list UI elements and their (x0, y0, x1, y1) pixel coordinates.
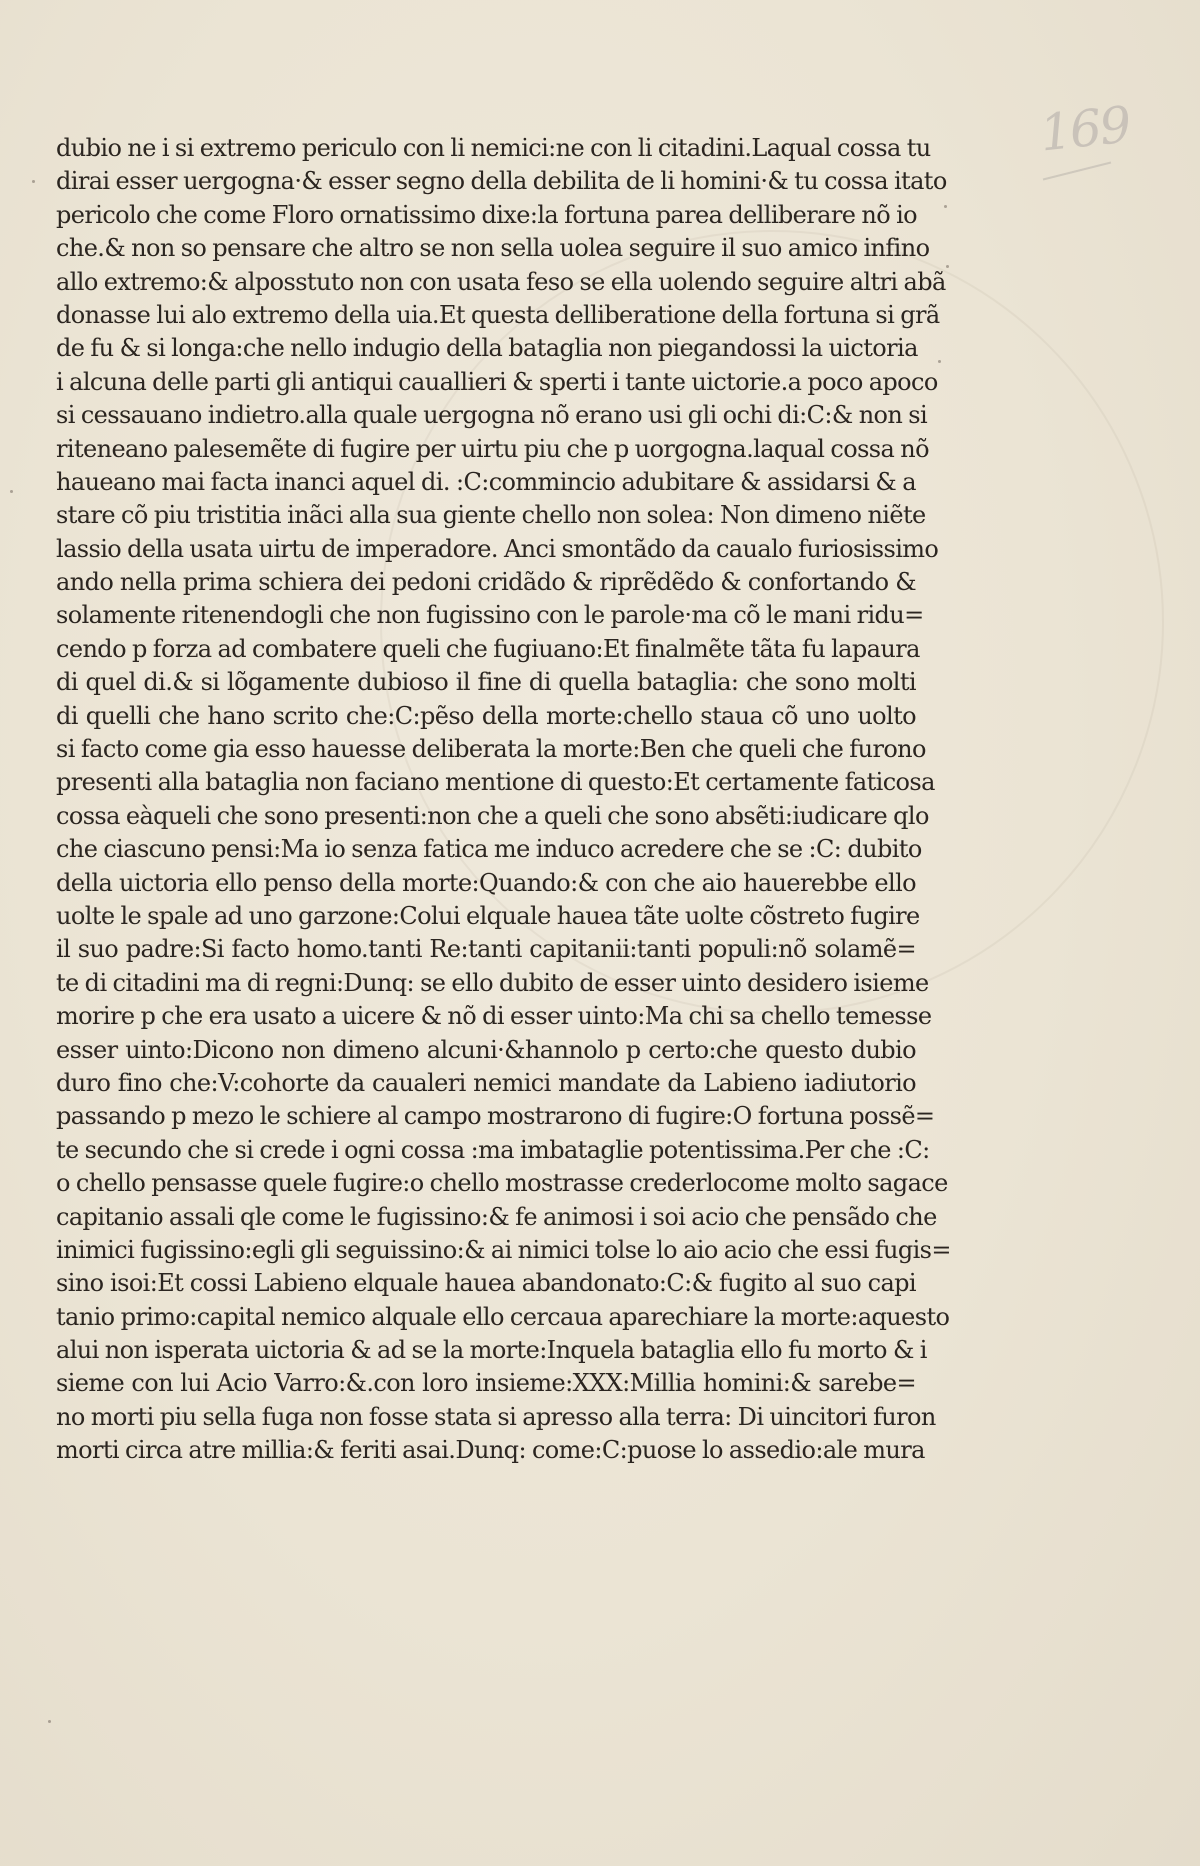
text-line (56, 1167, 948, 1200)
folio-underline (1043, 162, 1111, 181)
text-line (56, 1234, 951, 1267)
text-line-content: ando nella prima schiera dei pedoni cridãdo & riprẽdẽdo & confortando & (56, 568, 916, 597)
text-line (56, 666, 916, 699)
text-line-content: stare cõ piu tristitia inãci alla sua giente chello non solea: Non dimeno niẽte (56, 501, 926, 530)
text-line-content: di quel di.& si lõgamente dubioso il fine di quella bataglia: che sono molti (56, 668, 916, 697)
text-line-content: i alcuna delle parti gli antiqui cauallieri & sperti i tante uictorie.a poco apoco (56, 367, 938, 396)
ink-speck (10, 490, 13, 493)
text-line (56, 165, 947, 198)
folio-number: 169 (1037, 95, 1133, 163)
text-line-content: tanio primo:capital nemico alquale ello cercaua aparechiare la morte:aquesto (56, 1302, 950, 1331)
text-line (56, 967, 929, 1000)
text-line (56, 867, 916, 900)
text-line (56, 499, 926, 532)
text-line-content: uolte le spale ad uno garzone:Colui elquale hauea tãte uolte cõstreto fugire (56, 901, 920, 930)
text-line (56, 299, 940, 332)
text-line (56, 1100, 935, 1133)
text-line (56, 1267, 916, 1300)
text-line (56, 766, 935, 799)
text-line-content: o chello pensasse quele fugire:o chello mostrasse crederlocome molto sagace (56, 1169, 948, 1198)
text-line (56, 1434, 925, 1467)
text-line-content: inimici fugissino:egli gli seguissino:& ai nimici tolse lo aio acio che essi fugis= (56, 1235, 951, 1264)
text-line-content: presenti alla bataglia non faciano mentione di questo:Et certamente faticosa (56, 768, 935, 797)
text-line (56, 1367, 916, 1400)
text-line (56, 466, 916, 499)
text-line-content: alui non isperata uictoria & ad se la morte:Inquela bataglia ello fu morto & i (56, 1336, 927, 1365)
text-line (56, 332, 916, 365)
text-line-content: di quelli che hano scrito che:C:pẽso della morte:chello staua cõ uno uolto (56, 701, 916, 730)
text-line-content: riteneano palesemẽte di fugire per uirtu piu che p uorgogna.laqual cossa nõ (56, 434, 929, 463)
text-line (56, 1334, 927, 1367)
text-line-content: morti circa atre millia:& feriti asai.Dunq: come:C:puose lo assedio:ale mura (56, 1436, 925, 1465)
text-line-content: sino isoi:Et cossi Labieno elquale hauea abandonato:C:& fugito al suo capi (56, 1269, 916, 1298)
text-line-content: che.& non so pensare che altro se non sella uolea seguire il suo amico infino (56, 234, 930, 263)
text-line-content: che ciascuno pensi:Ma io senza fatica me induco acredere che se :C: dubito (56, 835, 922, 864)
text-line-content: haueano mai facta inanci aquel di. :C:commincio adubitare & assidarsi & a (56, 467, 916, 496)
text-line-content: donasse lui alo extremo della uia.Et questa delliberatione della fortuna si grã (56, 300, 940, 329)
text-line (56, 1201, 937, 1234)
text-line (56, 1301, 950, 1334)
text-line-content: pericolo che come Floro ornatissimo dixe:la fortuna parea delliberare nõ io (56, 200, 918, 229)
text-line (56, 633, 920, 666)
text-line (56, 833, 922, 866)
text-line (56, 733, 926, 766)
ink-speck (48, 1720, 51, 1723)
text-line (56, 199, 916, 232)
text-line (56, 800, 929, 833)
text-line (56, 900, 920, 933)
text-line (56, 1401, 936, 1434)
ink-speck (944, 205, 947, 208)
text-line-content: lassio della usata uirtu de imperadore. Anci smontãdo da caualo furiosissimo (56, 534, 939, 563)
text-line-content: della uictoria ello penso della morte:Quando:& con che aio hauerebbe ello (56, 868, 916, 897)
text-line (56, 1000, 932, 1033)
text-line (56, 433, 929, 466)
text-line-content: capitanio assali qle come le fugissino:& fe animosi i soi acio che pensãdo che (56, 1202, 937, 1231)
text-line (56, 700, 916, 733)
text-line-content: si cessauano indietro.alla quale uergogna nõ erano usi gli ochi di:C:& non si (56, 401, 928, 430)
text-line (56, 1134, 930, 1167)
text-line-content: de fu & si longa:che nello indugio della bataglia non piegandossi la uictoria (56, 334, 918, 363)
text-line (56, 266, 946, 299)
text-line (56, 933, 916, 966)
text-line (56, 1034, 916, 1067)
text-line-content: cendo p forza ad combatere queli che fugiuano:Et finalmẽte tãta fu lapaura (56, 634, 920, 663)
text-line-content: cossa eàqueli che sono presenti:non che a queli che sono absẽti:iudicare qlo (56, 801, 929, 830)
text-line-content: si facto come gia esso hauesse deliberata la morte:Ben che queli che furono (56, 735, 926, 764)
text-line-content: sieme con lui Acio Varro:&.con loro insieme:XXX:Millia homini:& sarebe= (56, 1369, 916, 1398)
ink-speck (938, 360, 941, 363)
text-line (56, 399, 928, 432)
ink-speck (32, 180, 35, 183)
text-line-content: dubio ne i si extremo periculo con li nemici:ne con li citadini.Laqual cossa tu (56, 134, 931, 162)
text-line-content: te di citadini ma di regni:Dunq: se ello dubito de esser uinto desidero isieme (56, 968, 929, 997)
text-line-content: solamente ritenendogli che non fugissino con le parole·ma cõ le mani ridu= (56, 601, 924, 630)
text-line-content: il suo padre:Si facto homo.tanti Re:tanti capitanii:tanti populi:nõ solamẽ= (56, 935, 916, 964)
text-line-content: te secundo che si crede i ogni cossa :ma imbataglie potentissima.Per che :C: (56, 1135, 930, 1164)
text-line (56, 533, 939, 566)
text-line-content: duro fino che:V:cohorte da caualeri nemici mandate da Labieno iadiutorio (56, 1068, 916, 1097)
text-line (56, 1067, 916, 1100)
text-line (56, 566, 916, 599)
text-line-content: morire p che era usato a uicere & nõ di esser uinto:Ma chi sa chello temesse (56, 1002, 932, 1031)
text-line-content: esser uinto:Dicono non dimeno alcuni·&hannolo p certo:che questo dubio (56, 1035, 916, 1064)
ink-speck (946, 265, 949, 268)
text-line-content: dirai esser uergogna·& esser segno della debilita de li homini·& tu cossa itato (56, 167, 947, 196)
text-block (56, 132, 951, 1468)
text-line (56, 232, 930, 265)
text-line-content: allo extremo:& alposstuto non con usata feso se ella uolendo seguire altri abã (56, 267, 946, 296)
text-line (56, 132, 931, 165)
text-line-content: no morti piu sella fuga non fosse stata si apresso alla terra: Di uincitori furon (56, 1402, 936, 1431)
text-line (56, 599, 924, 632)
text-line-content: passando p mezo le schiere al campo mostrarono di fugire:O fortuna possẽ= (56, 1102, 935, 1131)
text-line (56, 366, 938, 399)
